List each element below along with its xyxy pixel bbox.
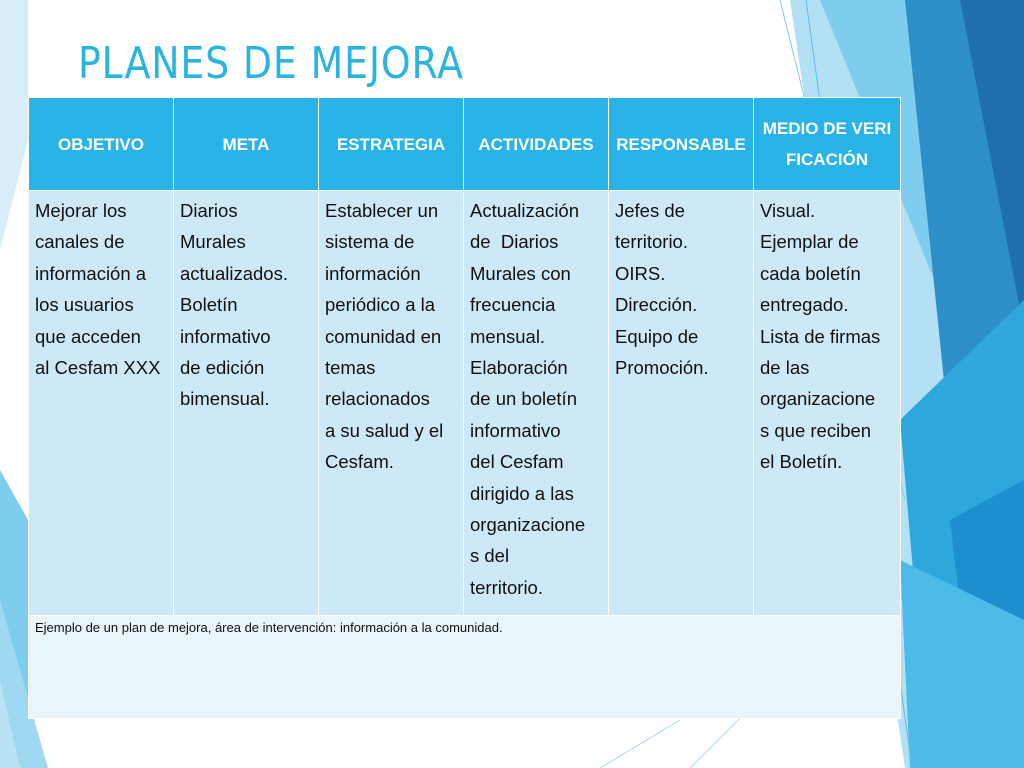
cell-line: organizacione xyxy=(760,388,876,410)
cell-line: información xyxy=(325,262,421,284)
cell-line: territorio. xyxy=(470,576,543,598)
cell-line: de Diarios xyxy=(470,231,559,253)
cell-line: Murales xyxy=(180,231,246,253)
cell-line: Elaboración xyxy=(470,357,568,379)
cell-line: canales de xyxy=(35,231,125,253)
table-footer-row xyxy=(29,616,901,719)
cell-line: Diarios xyxy=(180,200,238,221)
cell-line: dirigido a las xyxy=(470,482,574,504)
cell-line: de edición xyxy=(180,357,265,379)
improvement-plan-table xyxy=(28,97,901,719)
cell-line: Murales con xyxy=(470,262,571,284)
cell-line: temas xyxy=(325,357,376,379)
table-header-row xyxy=(29,98,901,191)
cell-line: Promoción. xyxy=(615,357,709,379)
cell-line: Mejorar los xyxy=(35,200,127,221)
header-responsable: RESPONSABLE xyxy=(609,98,754,191)
cell-line: OIRS. xyxy=(615,262,666,284)
cell-line: mensual. xyxy=(470,325,546,347)
cell-line: que acceden xyxy=(35,325,141,347)
cell-line: bimensual. xyxy=(180,388,270,410)
cell-line: periódico a la xyxy=(325,294,436,316)
cell-line: Cesfam. xyxy=(325,451,394,473)
cell-actividades xyxy=(464,191,609,616)
cell-line: de un boletín xyxy=(470,388,577,410)
cell-line: Ejemplar de xyxy=(760,231,859,253)
cell-objetivo xyxy=(29,191,174,616)
cell-line: el Boletín. xyxy=(760,451,843,473)
header-meta: META xyxy=(174,98,319,191)
header-medio-verificacion: MEDIO DE VERIFICACIÓN xyxy=(754,98,901,191)
cell-line: Dirección. xyxy=(615,294,698,316)
cell-line: a su salud y el xyxy=(325,419,444,441)
cell-responsable xyxy=(609,191,754,616)
cell-line: entregado. xyxy=(760,294,849,316)
cell-line: s del xyxy=(470,545,510,567)
cell-line: del Cesfam xyxy=(470,451,564,473)
cell-line: los usuarios xyxy=(35,294,134,316)
cell-line: informativo xyxy=(180,325,271,347)
slide-title: PLANES DE MEJORA xyxy=(78,38,464,89)
cell-line: relacionados xyxy=(325,388,430,410)
table-caption: Ejemplo de un plan de mejora, área de intervención: información a la comunidad. xyxy=(29,616,901,719)
cell-line: frecuencia xyxy=(470,294,556,316)
cell-line: al Cesfam XXX xyxy=(35,357,161,379)
cell-estrategia xyxy=(319,191,464,616)
cell-line: Boletín xyxy=(180,294,238,316)
cell-line: información a xyxy=(35,262,147,284)
cell-line: Equipo de xyxy=(615,325,699,347)
header-actividades: ACTIVIDADES xyxy=(464,98,609,191)
cell-meta xyxy=(174,191,319,616)
cell-line: s que reciben xyxy=(760,419,872,441)
header-estrategia: ESTRATEGIA xyxy=(319,98,464,191)
cell-line: de las xyxy=(760,357,810,379)
cell-line: Actualización xyxy=(470,200,580,221)
cell-line: organizacione xyxy=(470,514,586,536)
cell-line: Visual. xyxy=(760,200,816,221)
cell-line: actualizados. xyxy=(180,262,288,284)
cell-medio-verificacion xyxy=(754,191,901,616)
cell-line: cada boletín xyxy=(760,262,861,284)
cell-line: territorio. xyxy=(615,231,688,253)
cell-line: Jefes de xyxy=(615,200,685,221)
table-row xyxy=(29,191,901,616)
cell-line: Lista de firmas xyxy=(760,325,881,347)
header-objetivo: OBJETIVO xyxy=(29,98,174,191)
cell-line: Establecer un xyxy=(325,200,439,221)
cell-line: sistema de xyxy=(325,231,415,253)
cell-line: informativo xyxy=(470,419,561,441)
cell-line: comunidad en xyxy=(325,325,442,347)
